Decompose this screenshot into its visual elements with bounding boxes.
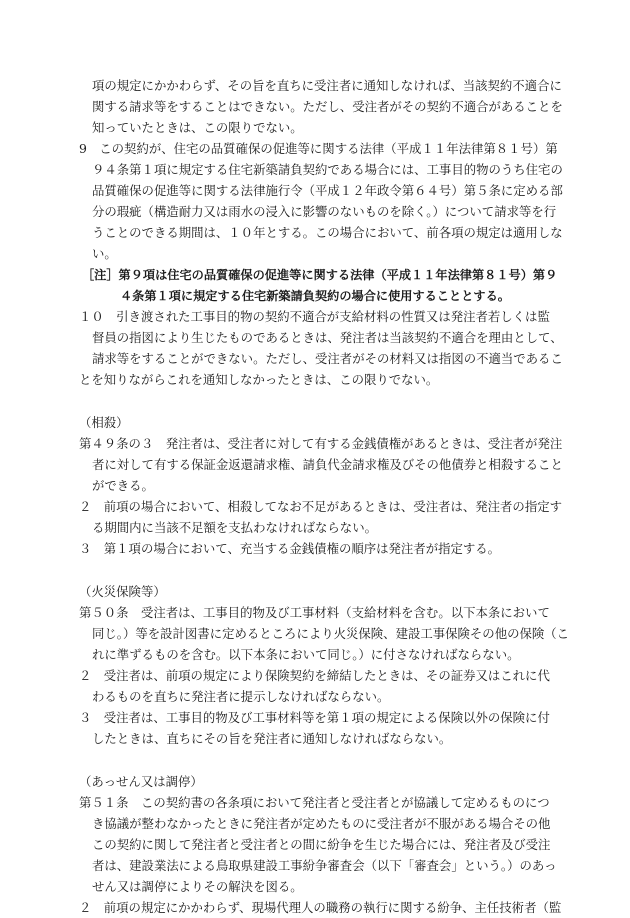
- text-line: せん又は調停によりその解決を図る。: [92, 879, 303, 894]
- text-line: うことのできる期間は、１０年とする。この場合において、前各項の規定は適用しな: [92, 225, 563, 240]
- text-line: 督員の指図により生じたものであるときは、発注者は当該契約不適合を理由として、: [92, 330, 563, 345]
- section-heading-offset: （相殺）: [79, 415, 129, 430]
- paragraph-2-line: ２ 前項の場合において、相殺してなお不足があるときは、受注者は、発注者の指定す: [79, 499, 562, 514]
- text-line: 請求等をすることができない。ただし、受注者がその材料又は指図の不適当であるこ: [92, 351, 563, 366]
- text-line: 品質確保の促進等に関する法律施行令（平成１２年政令第６４号）第５条に定める部: [92, 183, 563, 198]
- text-line: れに準ずるものを含む。以下本条において同じ。）に付さなければならない。: [92, 647, 520, 662]
- text-line: 関する請求等をすることはできない。ただし、受注者がその契約不適合があることを: [92, 99, 563, 114]
- text-line: 知っていたときは、この限りでない。: [92, 120, 303, 135]
- note-line: ４条第１項に規定する住宅新築請負契約の場合に使用することとする。: [120, 289, 510, 303]
- clause-9-line: 9 この契約が、住宅の品質確保の促進等に関する法律（平成１１年法律第８１号）第: [79, 141, 558, 156]
- text-line: 者は、建設業法による鳥取県建設工事紛争審査会（以下「審査会」という。）のあっ: [92, 858, 557, 873]
- text-line: 分の瑕疵（構造耐力又は雨水の浸入に影響のないものを除く。）について請求等を行: [92, 204, 557, 219]
- article-49-3-line: 第４９条の３ 発注者は、受注者に対して有する金銭債権があるときは、受注者が発注: [79, 436, 563, 451]
- section-heading-fire-insurance: （火災保険等）: [79, 584, 166, 599]
- paragraph-3-line: ３ 第１項の場合において、充当する金銭債権の順序は発注者が指定する。: [79, 541, 501, 556]
- article-50-line: 第５０条 受注者は、工事目的物及び工事材料（支給材料を含む。以下本条において: [79, 605, 550, 620]
- note-line: ［注］第９項は住宅の品質確保の促進等に関する法律（平成１１年法律第８１号）第９: [82, 268, 558, 282]
- paragraph-2-line: ２ 受注者は、前項の規定により保険契約を締結したときは、その証券又はこれに代: [79, 668, 550, 683]
- text-line: き協議が整わなかったときに発注者が定めたものに受注者が不服がある場合その他: [92, 816, 551, 831]
- text-line: ができる。: [92, 478, 154, 493]
- text-line: ９４条第１項に規定する住宅新築請負契約である場合には、工事目的物のうち住宅の: [92, 162, 563, 177]
- text-line: この契約に関して発注者と受注者との間に紛争を生じた場合には、発注者及び受注: [92, 837, 551, 852]
- text-line: 者に対して有する保証金返還請求権、請負代金請求権及びその他債券と相殺すること: [92, 457, 563, 472]
- section-heading-mediation: （あっせん又は調停）: [79, 774, 203, 789]
- text-line: る期間内に当該不足額を支払わなければならない。: [92, 520, 377, 535]
- text-line: したときは、直ちにその旨を発注者に通知しなければならない。: [92, 731, 452, 746]
- text-line: とを知りながらこれを通知しなかったときは、この限りでない。: [79, 372, 439, 387]
- text-line: わるものを直ちに発注者に提示しなければならない。: [92, 689, 390, 704]
- article-51-line: 第５１条 この契約書の各条項において発注者と受注者とが協議して定めるものにつ: [79, 795, 550, 810]
- text-line: い。: [92, 246, 117, 261]
- text-line: 同じ。）等を設計図書に定めるところにより火災保険、建設工事保険その他の保険（こ: [92, 626, 570, 641]
- text-line: 項の規定にかかわらず、その旨を直ちに受注者に通知しなければ、当該契約不適合に: [92, 78, 562, 93]
- clause-10-line: １０ 引き渡された工事目的物の契約不適合が支給材料の性質又は発注者若しくは監: [79, 309, 550, 324]
- paragraph-3-line: ３ 受注者は、工事目的物及び工事材料等を第１項の規定による保険以外の保険に付: [79, 710, 550, 725]
- paragraph-2-line: ２ 前項の規定にかかわらず、現場代理人の職務の執行に関する紛争、主任技術者（監: [79, 900, 562, 915]
